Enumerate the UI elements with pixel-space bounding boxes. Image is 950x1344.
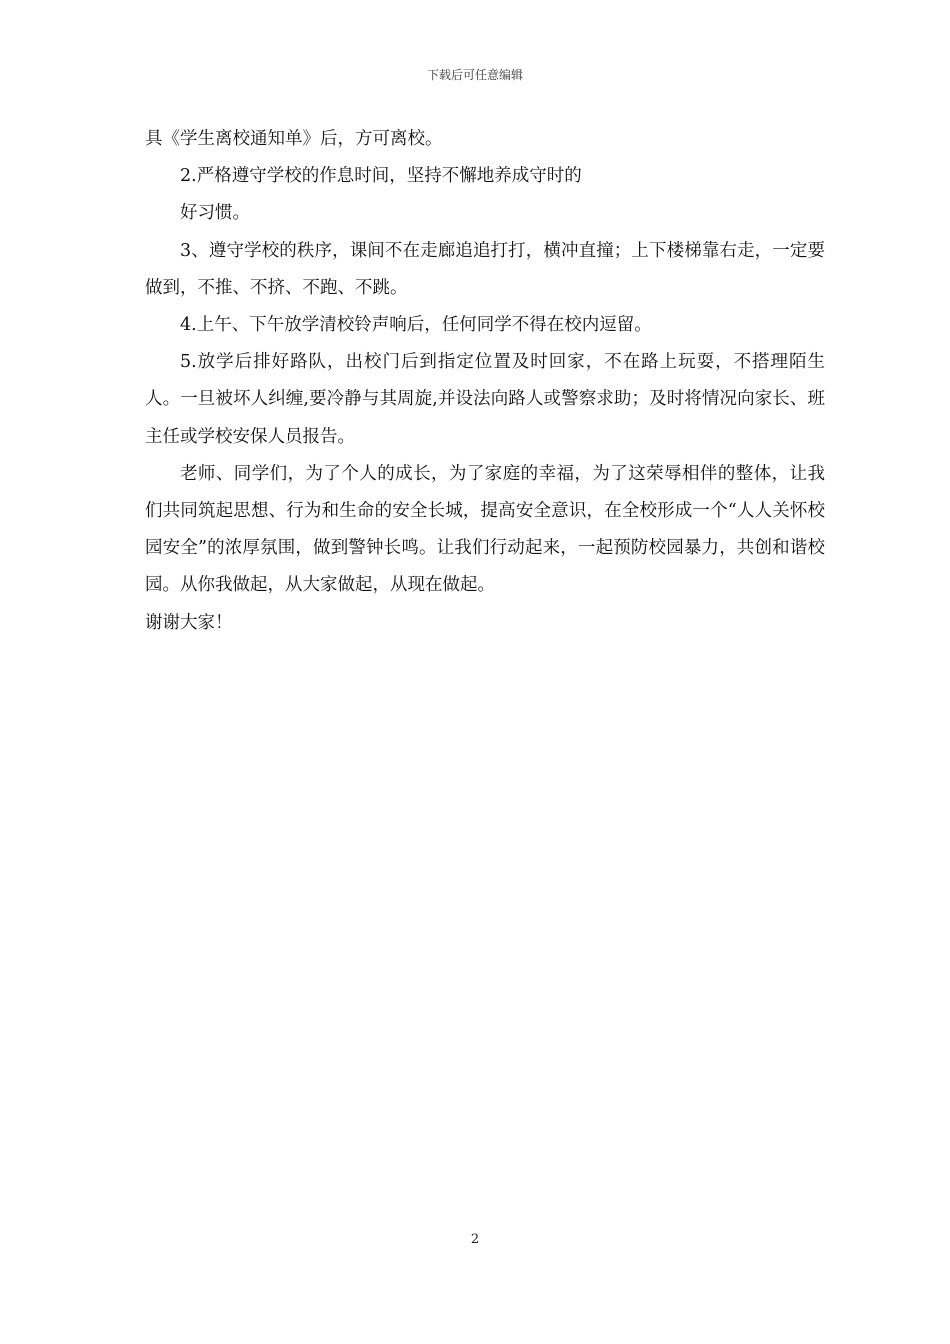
paragraph-rule-2: 2.严格遵守学校的作息时间，坚持不懈地养成守时的 xyxy=(180,166,582,187)
page-number: 2 xyxy=(470,1232,480,1247)
paragraph-leave-notice: 具《学生离校通知单》后，方可离校。 xyxy=(145,129,443,149)
page-header: 下载后可任意编辑 xyxy=(426,68,523,82)
paragraph-closing-appeal: 老师、同学们，为了个人的成长，为了家庭的幸福，为了这荣辱相伴的整体，让我们共同筑起思想、行为和生命的安全长城，提高安全意识，在全校形成一个“人人关怀校园安全”的浓厚氛围，做到警钟长鸣。让我们行动起来，一起预防校园暴力，共创和谐校园。从你我做起，从大家做起，从现在做起。 xyxy=(145,463,825,596)
document-body xyxy=(145,121,825,642)
paragraph-rule-3: 3、遵守学校的秩序，课间不在走廊追追打打，横冲直撞；上下楼梯靠右走，一定要做到，不推、不挤、不跑、不跳。 xyxy=(145,240,825,298)
paragraph-rule-5: 5.放学后排好路队，出校门后到指定位置及时回家，不在路上玩耍，不搭理陌生人。一旦被坏人纠缠,要冷静与其周旋,并设法向路人或警察求助；及时将情况向家长、班主任或学校安保人员报告。 xyxy=(145,352,825,447)
paragraph-rule-2-continued: 好习惯。 xyxy=(180,203,250,224)
paragraph-rule-4: 4.上午、下午放学清校铃声响后，任何同学不得在校内逗留。 xyxy=(180,315,652,336)
paragraph-thanks: 谢谢大家！ xyxy=(145,612,233,633)
